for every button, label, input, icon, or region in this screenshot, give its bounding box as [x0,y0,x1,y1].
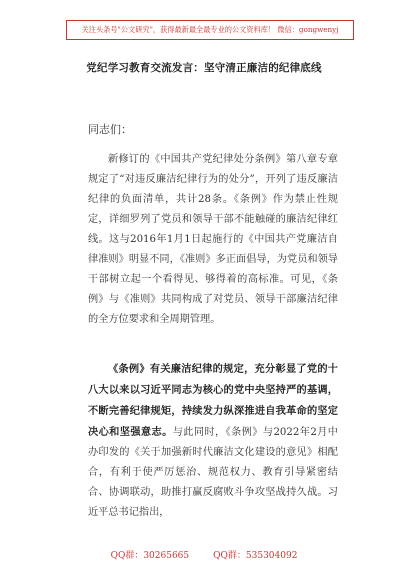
header-banner [66,20,354,40]
salutation: 同志们： [88,123,132,136]
paragraph-2-bold-text: 《条例》有关廉洁纪律的规定，充分彰显了党的十八大以来以习近平同志为核心的党中央坚持严的基调，不断完善纪律规矩，持续发力纵深推进自我革命的坚定决心和坚强意志。 [88,363,338,438]
document-title: 党纪学习教育交流发言：坚守清正廉洁的纪律底线 [86,62,322,74]
footer-qq-group-1: QQ群：30265665 [110,551,190,561]
body-paragraph-2 [88,359,338,539]
footer-qq-group-2: QQ群：535304092 [213,551,298,561]
body-paragraph-1: 新修订的《中国共产党纪律处分条例》第八章专章规定了“对违反廉洁纪律行为的处分”，开列了违反廉洁纪律的负面清单，共计28条。《条例》作为禁止性规定，详细罗列了党员和领导干部不能触碰的廉洁纪律红线。这与2016年1月1日起施行的《中国共产党廉洁自律准则》明显不同，《准则》多正面倡导，为党员和领导干部树立起一个看得见、够得着的高标准。可见，《条例》与《准则》共同构成了对党员、领导干部廉洁纪律的全方位要求和全周期管理。 [88,154,338,325]
footer [0,548,408,561]
paragraph-2-text: 与此同时，《条例》与2022年2月中办印发的《关于加强新时代廉洁文化建设的意见》相配合，有利于使严厉惩治、规范权力、教育引导紧密结合、协调联动，助推打赢反腐败斗争攻坚战持久战。习近平总书记指出， [88,427,338,518]
header-banner-text: 关注头条号"公文研究"，获得最新最全最专业的公文资料库！ 微信：gongwenyj [81,25,339,34]
